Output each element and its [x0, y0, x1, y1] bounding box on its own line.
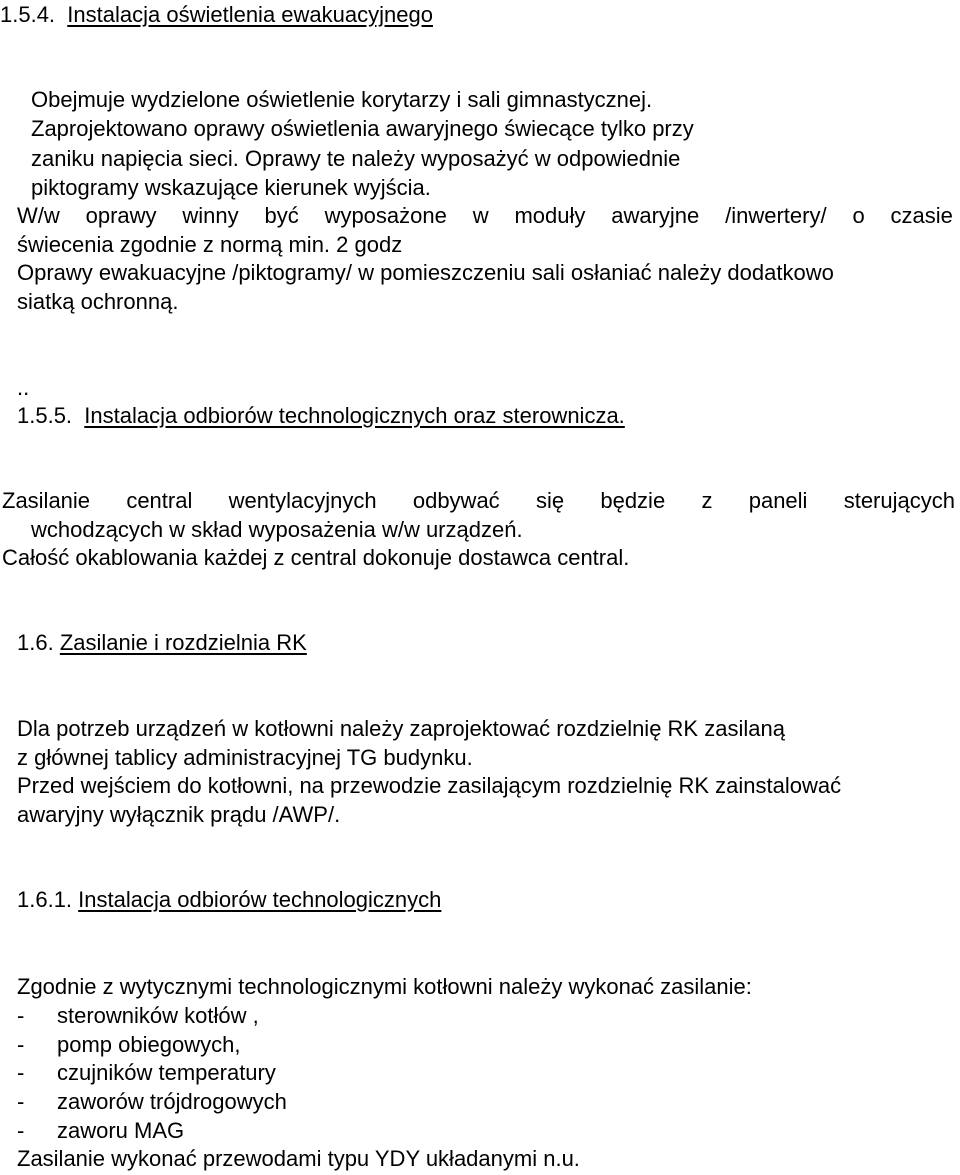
heading-title: Instalacja oświetlenia ewakuacyjnego: [67, 2, 433, 27]
zasilanie-line: [2, 488, 955, 514]
heading-title: Zasilanie i rozdzielnia RK: [59, 630, 307, 655]
word: W/w: [17, 203, 60, 228]
word: być: [264, 203, 299, 228]
oprawy-line-2: siatką ochronną.: [17, 289, 179, 314]
zasilanie-line-2: wchodzących w skład wyposażenia w/w urządzeń.: [31, 517, 523, 542]
paragraph-line: Dla potrzeb urządzeń w kotłowni należy zaprojektować rozdzielnię RK zasilaną: [17, 716, 785, 741]
word: z: [701, 488, 713, 513]
paragraph-line: zaniku napięcia sieci. Oprawy te należy wyposażyć w odpowiednie: [31, 146, 681, 171]
list-item: [17, 1003, 259, 1029]
heading-1-6: [17, 630, 307, 656]
list-item-text: sterowników kotłów ,: [57, 1003, 259, 1028]
word: w: [472, 203, 489, 228]
list-item-text: czujników temperatury: [57, 1060, 276, 1085]
word: paneli: [748, 488, 808, 513]
list-item: [17, 1060, 276, 1086]
word: odbywać: [412, 488, 500, 513]
list-item-text: zaworów trójdrogowych: [57, 1089, 287, 1114]
heading-number: 1.6.1.: [17, 887, 73, 912]
heading-1-5-5: [17, 403, 625, 429]
heading-title: Instalacja odbiorów technologicznych: [78, 887, 442, 912]
list-item: [17, 1118, 184, 1144]
intro-line: Zgodnie z wytycznymi technologicznymi kotłowni należy wykonać zasilanie:: [17, 974, 752, 999]
word: sterujących: [843, 488, 955, 513]
word: Zasilanie: [2, 488, 91, 513]
word: winny: [182, 203, 239, 228]
list-item: [17, 1032, 240, 1058]
word: się: [535, 488, 565, 513]
paragraph-line: z głównej tablicy administracyjnej TG budynku.: [17, 745, 473, 770]
word: oprawy: [85, 203, 157, 228]
word: awaryjne: [611, 203, 700, 228]
heading-1-6-1: [17, 887, 441, 913]
word: o: [852, 203, 865, 228]
heading-number: 1.6.: [17, 630, 54, 655]
word: wyposażone: [324, 203, 447, 228]
paragraph-line: Obejmuje wydzielone oświetlenie korytarzy i sali gimnastycznej.: [31, 87, 653, 112]
paragraph-line: piktogramy wskazujące kierunek wyjścia.: [31, 175, 431, 200]
dots: ..: [17, 375, 30, 400]
ww-line-2: świecenia zgodnie z normą min. 2 godz: [17, 232, 403, 257]
bullet-dash: -: [17, 1032, 25, 1057]
word: central: [126, 488, 193, 513]
heading-1-5-4: [0, 2, 433, 28]
bullet-dash: -: [17, 1089, 25, 1114]
word: moduły: [514, 203, 586, 228]
word: /inwertery/: [725, 203, 827, 228]
heading-number: 1.5.5.: [17, 403, 73, 428]
paragraph-line: Przed wejściem do kotłowni, na przewodzie zasilającym rozdzielnię RK zainstalować: [17, 773, 842, 798]
heading-title: Instalacja odbiorów technologicznych oraz sterownicza.: [84, 403, 625, 428]
heading-number: 1.5.4.: [0, 2, 56, 27]
ww-line: [17, 203, 953, 229]
paragraph-line: Zaprojektowano oprawy oświetlenia awaryjnego świecące tylko przy: [31, 116, 694, 141]
word: wentylacyjnych: [228, 488, 377, 513]
paragraph-line: awaryjny wyłącznik prądu /AWP/.: [17, 802, 341, 827]
list-item-text: zaworu MAG: [57, 1118, 185, 1143]
bullet-dash: -: [17, 1118, 25, 1143]
bullet-dash: -: [17, 1003, 25, 1028]
bullet-dash: -: [17, 1060, 25, 1085]
calosc-line: Całość okablowania każdej z central dokonuje dostawca central.: [2, 545, 630, 570]
oprawy-line-1: Oprawy ewakuacyjne /piktogramy/ w pomieszczeniu sali osłaniać należy dodatkowo: [17, 260, 834, 285]
word: czasie: [890, 203, 953, 228]
closing-line: Zasilanie wykonać przewodami typu YDY układanymi n.u.: [17, 1146, 580, 1171]
word: będzie: [600, 488, 666, 513]
list-item-text: pomp obiegowych,: [57, 1032, 241, 1057]
list-item: [17, 1089, 287, 1115]
